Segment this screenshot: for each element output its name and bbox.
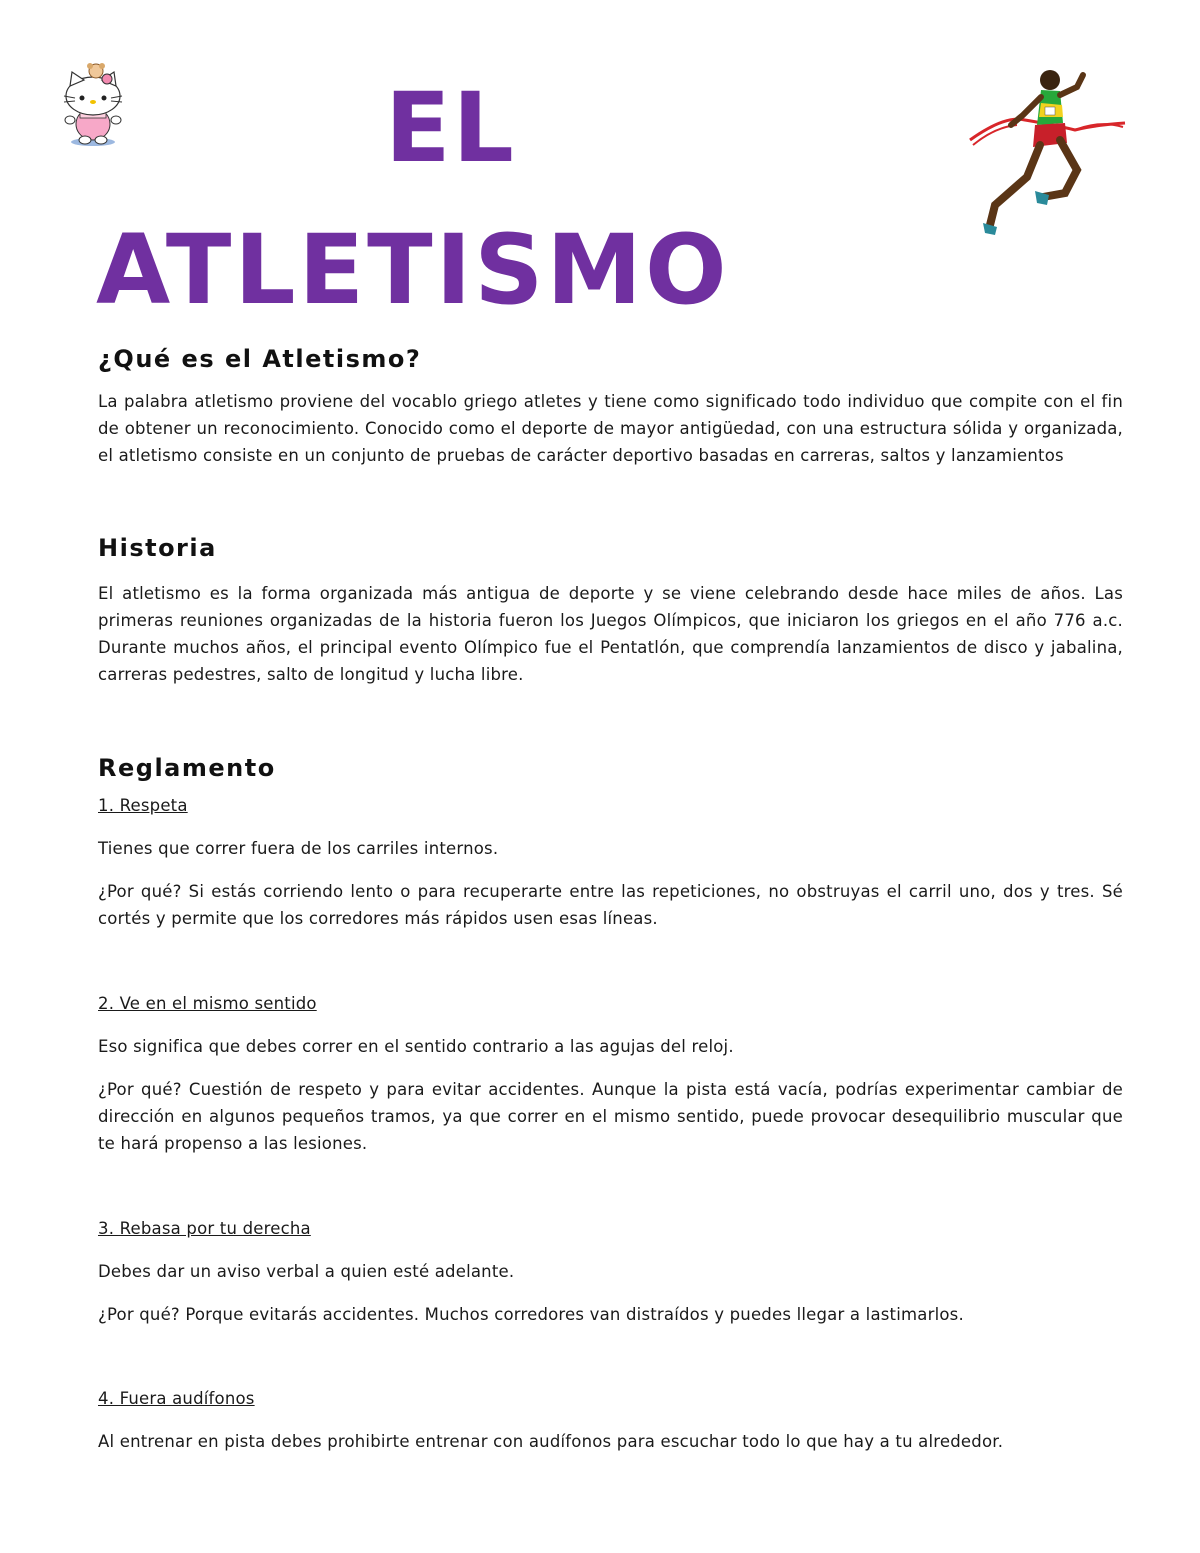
rule-title: 4. Fuera audífonos xyxy=(98,1389,255,1408)
rule-title: 2. Ve en el mismo sentido xyxy=(98,994,317,1013)
title-line-1: EL xyxy=(385,72,516,184)
rule-explanation: ¿Por qué? Porque evitarás accidentes. Muchos corredores van distraídos y puedes llegar a lastimarlos. xyxy=(98,1305,964,1324)
section-heading-reglamento: Reglamento xyxy=(98,754,276,782)
runner-icon xyxy=(965,65,1130,240)
paragraph-que-es: La palabra atletismo proviene del vocablo griego atletes y tiene como significado todo individuo que compite con el fin de obtener un reconocimiento. Conocido como el deporte de mayor antigüedad, con una estructura sólida y organizada, el atletismo consiste en un conjunto de pruebas de carácter deportivo basadas en carreras, saltos y lanzamientos xyxy=(98,392,1123,465)
rule-title: 3. Rebasa por tu derecha xyxy=(98,1219,311,1238)
title-line-2: ATLETISMO xyxy=(96,214,730,326)
section-heading-historia: Historia xyxy=(98,534,217,562)
rule-text: Al entrenar en pista debes prohibirte entrenar con audífonos para escuchar todo lo que hay a tu alrededor. xyxy=(98,1432,1004,1451)
hello-kitty-icon xyxy=(60,62,126,148)
section-heading-que-es: ¿Qué es el Atletismo? xyxy=(98,345,422,373)
rule-explanation: ¿Por qué? Si estás corriendo lento o para recuperarte entre las repeticiones, no obstruyas el carril uno, dos y tres. Sé cortés y permite que los corredores más rápidos usen esas líneas. xyxy=(98,882,1123,928)
document-body xyxy=(98,345,1123,1455)
rule-text: Tienes que correr fuera de los carriles internos. xyxy=(98,839,499,858)
rule-text: Debes dar un aviso verbal a quien esté adelante. xyxy=(98,1262,515,1281)
paragraph-historia: El atletismo es la forma organizada más antigua de deporte y se viene celebrando desde hace miles de años. Las primeras reuniones organizadas de la historia fueron los Juegos Olímpicos, que iniciaron los griegos en el año 776 a.c. Durante muchos años, el principal evento Olímpico fue el Pentatlón, que comprendía lanzamientos de disco y jabalina, carreras pedestres, salto de longitud y lucha libre. xyxy=(98,584,1123,684)
rule-text: Eso significa que debes correr en el sentido contrario a las agujas del reloj. xyxy=(98,1037,734,1056)
rule-explanation: ¿Por qué? Cuestión de respeto y para evitar accidentes. Aunque la pista está vacía, podrías experimentar cambiar de dirección en algunos pequeños tramos, ya que correr en el mismo sentido, puede provocar desequilibrio muscular que te hará propenso a las lesiones. xyxy=(98,1080,1123,1153)
rule-title: 1. Respeta xyxy=(98,796,188,815)
